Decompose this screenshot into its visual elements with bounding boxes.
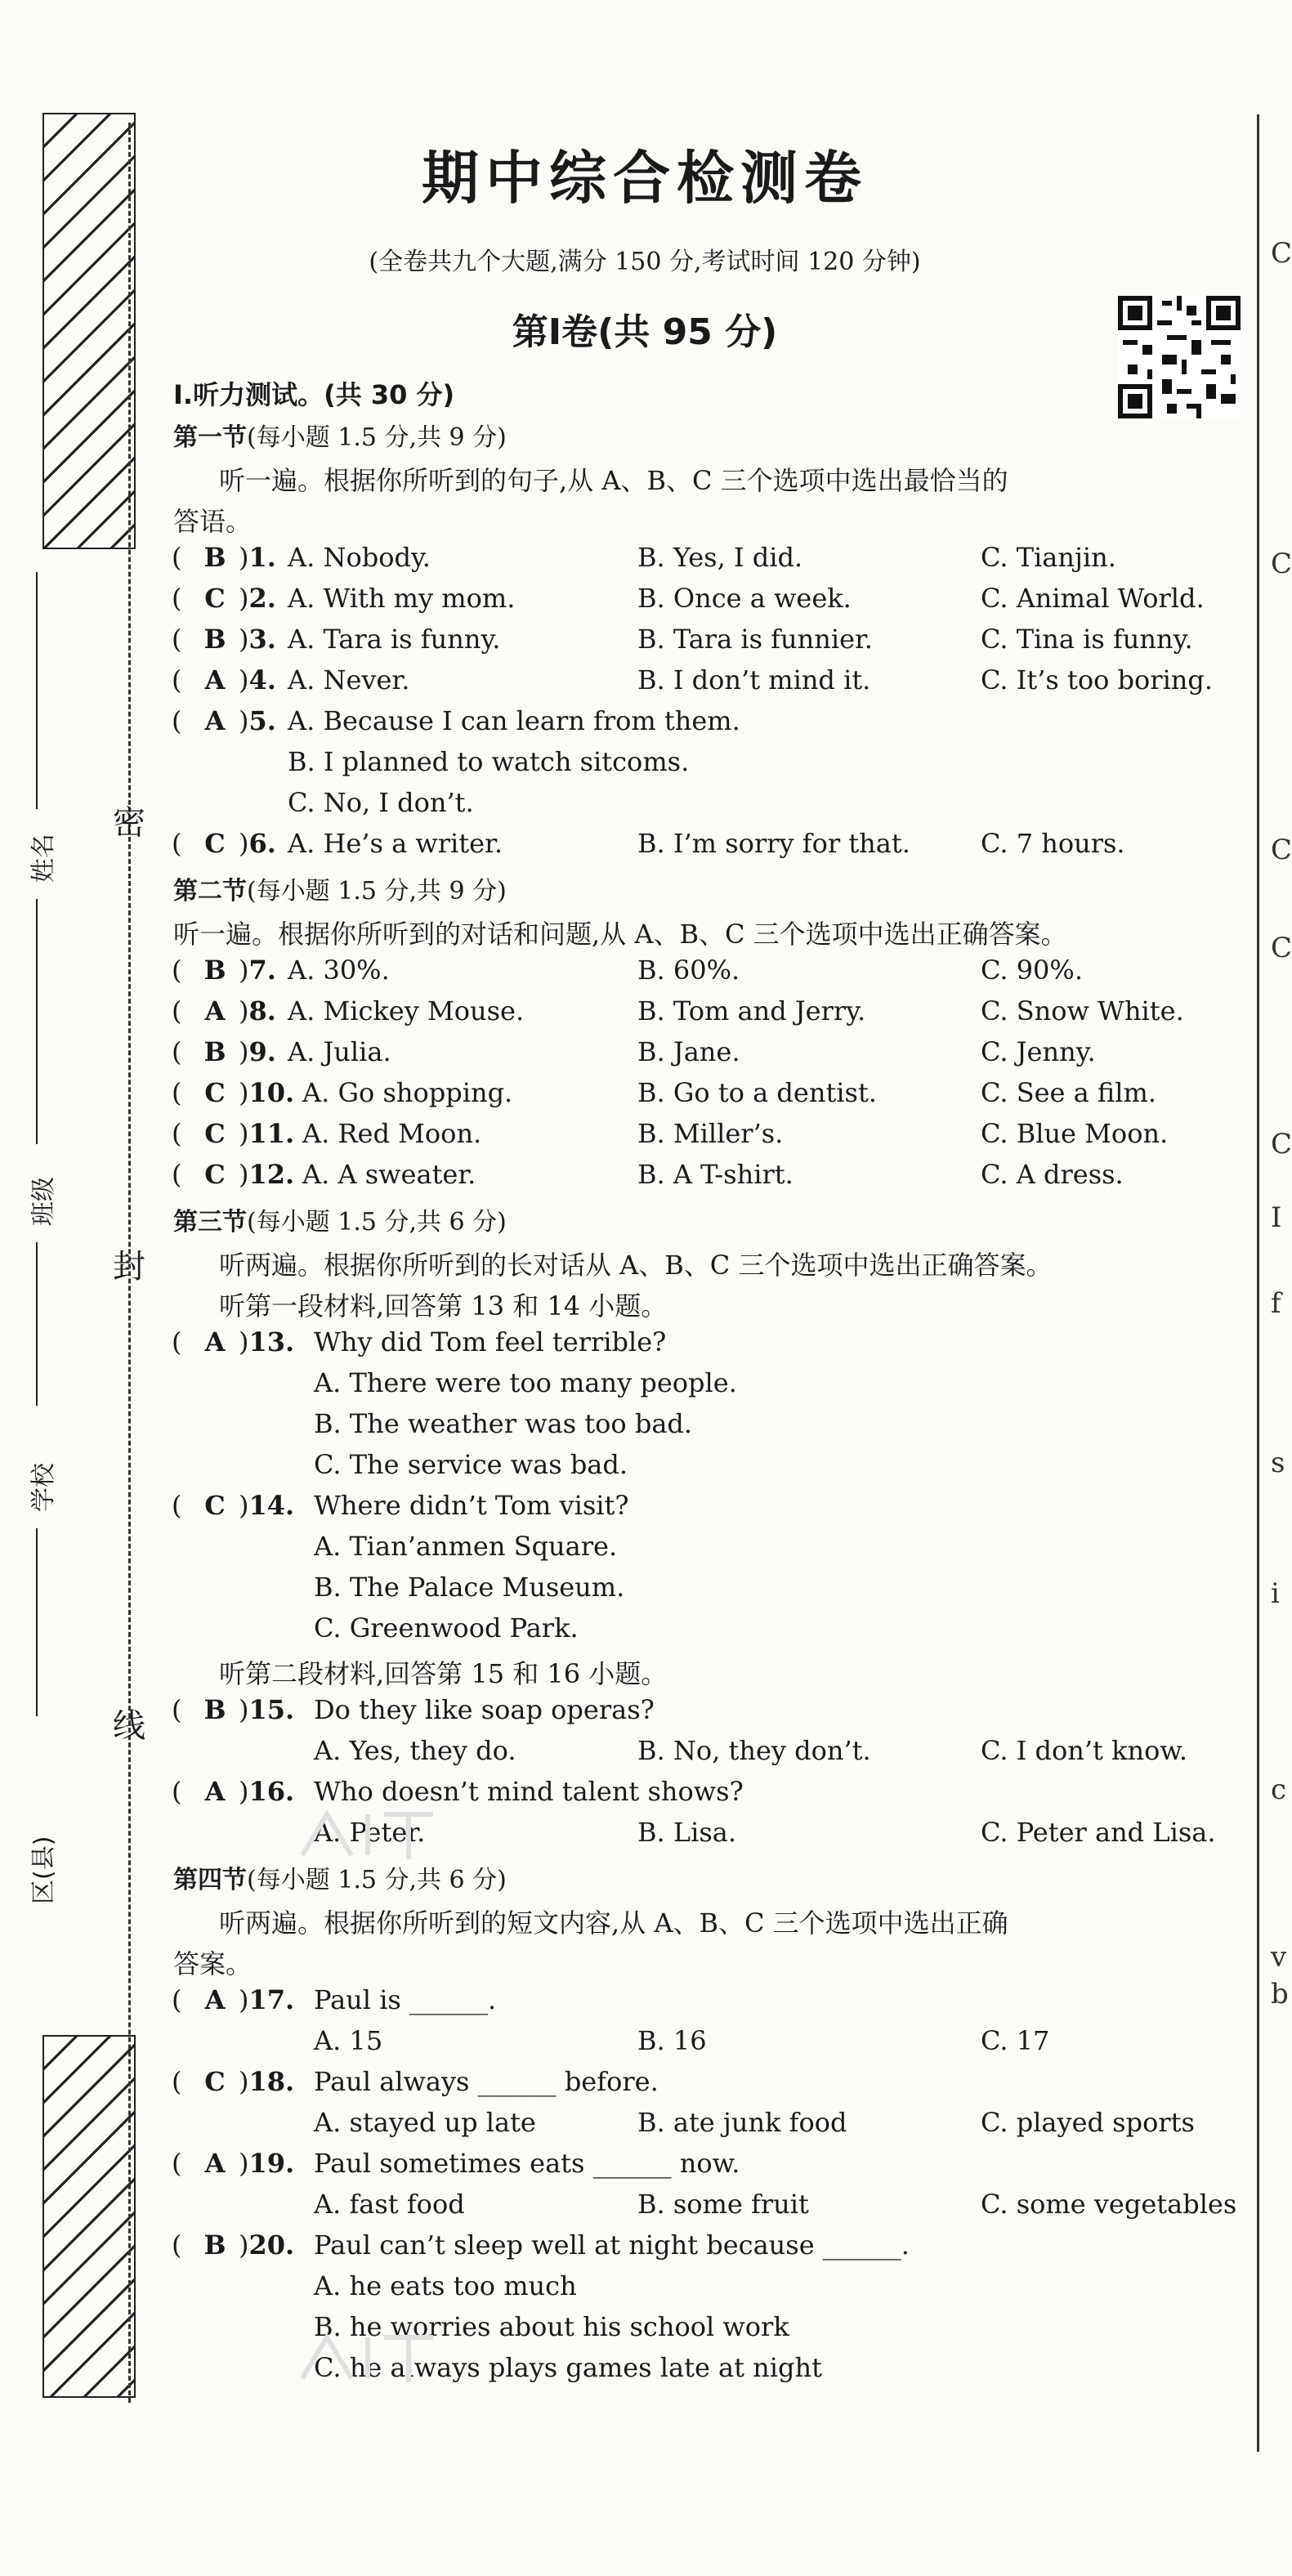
question-row: ( A )16. Who doesn’t mind talent shows? xyxy=(172,1776,744,1807)
option-a: A. He’s a writer. xyxy=(288,828,503,859)
option-c: C. No, I don’t. xyxy=(288,787,474,818)
option-row xyxy=(0,2107,1290,2148)
section-2-score: (每小题 1.5 分,共 9 分) xyxy=(247,877,507,906)
option-c: C. some vegetables xyxy=(981,2189,1237,2220)
question-stem: Who doesn’t mind talent shows? xyxy=(314,1776,744,1807)
edge-glyph: C xyxy=(1271,1128,1292,1161)
question-row: ( B )15. Do they like soap operas? xyxy=(172,1694,655,1725)
option-c: C. I don’t know. xyxy=(981,1735,1188,1766)
option-a: A. stayed up late xyxy=(314,2107,536,2138)
option-a: A. A sweater. xyxy=(302,1159,476,1190)
option-b: B. Jane. xyxy=(637,1036,740,1067)
question-row: ( C )10. A. Go shopping. B. Go to a dentist. C. See a film. xyxy=(172,1077,1156,1108)
section-1-score: (每小题 1.5 分,共 9 分) xyxy=(247,423,507,452)
question-row: ( B )7. A. 30%. B. 60%. C. 90%. xyxy=(172,955,1083,986)
option-b: B. he worries about his school work xyxy=(314,2311,789,2342)
watermark-mark xyxy=(294,1798,441,1872)
question-row: ( C )6. A. He’s a writer. B. I’m sorry for that. C. 7 hours. xyxy=(172,828,1125,859)
option-a: A. Because I can learn from them. xyxy=(288,705,740,736)
option-b: B. The weather was too bad. xyxy=(314,1408,693,1439)
edge-glyph: C xyxy=(1271,548,1292,580)
section-4-instruction: 听两遍。根据你所听到的短文内容,从 A、B、C 三个选项中选出正确 xyxy=(219,1907,1008,1939)
answer-mark: C xyxy=(204,583,226,614)
question-stem: Do they like soap operas? xyxy=(314,1694,655,1725)
question-row: ( A )5. A. Because I can learn from them. xyxy=(172,705,740,736)
option-b: B. Miller’s. xyxy=(637,1118,784,1149)
option-b: B. ate junk food xyxy=(637,2107,847,2138)
question-row: ( C )18. Paul always ______ before. xyxy=(172,2066,659,2097)
section-4-score: (每小题 1.5 分,共 6 分) xyxy=(247,1866,507,1894)
option-c: C. he always plays games late at night xyxy=(314,2352,822,2383)
district-underline xyxy=(36,1528,38,1716)
option-c: C. Blue Moon. xyxy=(981,1118,1169,1149)
section-3-material-2: 听第二段材料,回答第 15 和 16 小题。 xyxy=(219,1658,668,1689)
answer-mark: A xyxy=(204,664,226,695)
option-c: C. Tianjin. xyxy=(981,542,1116,573)
question-row: ( C )11. A. Red Moon. B. Miller’s. C. Blue Moon. xyxy=(172,1118,1169,1149)
question-row: ( B )20. Paul can’t sleep well at night because ______. xyxy=(172,2229,910,2261)
question-row: ( A )13. Why did Tom feel terrible? xyxy=(172,1326,667,1357)
option-b: B. I planned to watch sitcoms. xyxy=(288,746,690,777)
answer-mark: B xyxy=(203,2229,226,2261)
section-2-name: 第二节 xyxy=(173,877,247,906)
option-a: A. With my mom. xyxy=(288,583,516,614)
question-row: ( A )8. A. Mickey Mouse. B. Tom and Jerry. C. Snow White. xyxy=(172,995,1184,1026)
option-b: B. I’m sorry for that. xyxy=(637,828,910,859)
option-b: B. Once a week. xyxy=(637,583,852,614)
option-c: C. 17 xyxy=(981,2025,1050,2056)
question-row: ( A )19. Paul sometimes eats ______ now. xyxy=(172,2148,740,2179)
option-c: C. 90%. xyxy=(981,955,1083,986)
name-label: 姓名 xyxy=(29,834,58,883)
answer-mark: C xyxy=(204,828,226,859)
option-row xyxy=(0,1735,1290,1776)
part-title: 第Ⅰ卷(共 95 分) xyxy=(512,311,778,353)
edge-glyph: f xyxy=(1271,1287,1281,1320)
option-a: A. Mickey Mouse. xyxy=(288,995,525,1026)
answer-mark: A xyxy=(204,2148,226,2179)
answer-mark: C xyxy=(204,1490,226,1521)
option-a: A. Go shopping. xyxy=(302,1077,513,1108)
answer-mark: C xyxy=(204,1118,226,1149)
answer-mark: A xyxy=(204,705,226,736)
edge-glyph: v xyxy=(1271,1941,1287,1974)
option-a: A. 15 xyxy=(314,2025,383,2056)
option-b: B. Yes, I did. xyxy=(637,542,803,573)
section-3-score: (每小题 1.5 分,共 6 分) xyxy=(247,1208,507,1237)
option-b: B. I don’t mind it. xyxy=(637,664,871,695)
answer-mark: B xyxy=(203,624,226,655)
option-a: A. Tara is funny. xyxy=(288,624,501,655)
answer-mark: A xyxy=(204,1326,226,1357)
question-stem: Paul is ______. xyxy=(314,1984,497,2015)
option-c: C. Jenny. xyxy=(981,1036,1096,1067)
section-1-name: 第一节 xyxy=(173,423,247,452)
answer-mark: B xyxy=(203,1694,226,1725)
option-c: C. 7 hours. xyxy=(981,828,1125,859)
option-c: C. Tina is funny. xyxy=(981,624,1193,655)
option-c: C. Greenwood Park. xyxy=(314,1612,579,1644)
option-b: B. Tara is funnier. xyxy=(637,624,873,655)
section-2-instruction: 听一遍。根据你所听到的对话和问题,从 A、B、C 三个选项中选出正确答案。 xyxy=(173,919,1067,950)
edge-glyph: C xyxy=(1271,237,1292,270)
answer-mark: C xyxy=(204,1159,226,1190)
option-a: A. Yes, they do. xyxy=(314,1735,516,1766)
section-1-header xyxy=(173,417,507,453)
option-b: B. No, they don’t. xyxy=(637,1735,871,1766)
answer-mark: A xyxy=(204,1776,226,1807)
school-underline xyxy=(36,1242,38,1406)
option-row xyxy=(0,1817,1290,1858)
section-2-header xyxy=(173,870,507,906)
class-label: 班级 xyxy=(29,1177,58,1226)
option-b: B. Lisa. xyxy=(637,1817,737,1848)
option-a: A. he eats too much xyxy=(314,2270,577,2301)
option-c: C. A dress. xyxy=(981,1159,1124,1190)
question-row: ( C )2. A. With my mom. B. Once a week. C. Animal World. xyxy=(172,583,1205,614)
option-row xyxy=(0,2189,1290,2229)
answer-mark: B xyxy=(203,955,226,986)
section-3-header xyxy=(173,1201,507,1237)
section-3-instruction: 听两遍。根据你所听到的长对话从 A、B、C 三个选项中选出正确答案。 xyxy=(219,1250,1053,1281)
edge-glyph: I xyxy=(1271,1201,1282,1234)
section-4-instruction-cont: 答案。 xyxy=(173,1948,253,1979)
edge-glyph: C xyxy=(1271,932,1292,964)
question-row: ( C )14. Where didn’t Tom visit? xyxy=(172,1490,629,1521)
option-c: C. The service was bad. xyxy=(314,1449,628,1480)
exam-title: 期中综合检测卷 xyxy=(422,145,868,212)
option-a: A. Julia. xyxy=(288,1036,391,1067)
watermark-mark xyxy=(294,2321,441,2395)
option-c: C. Snow White. xyxy=(981,995,1184,1026)
question-stem: Why did Tom feel terrible? xyxy=(314,1326,667,1357)
section-heading-listening: Ⅰ.听力测试。(共 30 分) xyxy=(173,379,455,410)
option-b: B. 60%. xyxy=(637,955,740,986)
question-row: ( A )17. Paul is ______. xyxy=(172,1984,497,2015)
question-row: ( C )12. A. A sweater. B. A T-shirt. C. A dress. xyxy=(172,1159,1124,1190)
option-row xyxy=(0,2025,1290,2066)
option-b: B. Tom and Jerry. xyxy=(637,995,866,1026)
option-c: C. See a film. xyxy=(981,1077,1156,1108)
option-a: A. Red Moon. xyxy=(302,1118,482,1149)
option-b: B. The Palace Museum. xyxy=(314,1572,625,1603)
section-3-name: 第三节 xyxy=(173,1208,247,1237)
edge-glyph: i xyxy=(1271,1577,1280,1610)
section-1-instruction-cont: 答语。 xyxy=(173,506,253,537)
option-b: B. A T-shirt. xyxy=(637,1159,794,1190)
section-3-material-1: 听第一段材料,回答第 13 和 14 小题。 xyxy=(219,1290,668,1322)
school-label: 学校 xyxy=(29,1463,58,1512)
district-label: 区(县) xyxy=(29,1836,58,1904)
option-c: C. Animal World. xyxy=(981,583,1205,614)
option-b: B. Go to a dentist. xyxy=(637,1077,877,1108)
option-c: C. played sports xyxy=(981,2107,1195,2138)
question-stem: Paul always ______ before. xyxy=(314,2066,659,2097)
option-a: A. Never. xyxy=(288,664,410,695)
qr-code xyxy=(1118,296,1241,418)
answer-mark: A xyxy=(204,995,226,1026)
seal-char-mi: 密 xyxy=(113,804,145,842)
edge-glyph: s xyxy=(1271,1447,1285,1479)
option-a: A. Peter. xyxy=(314,1817,426,1848)
option-a: A. Nobody. xyxy=(288,542,431,573)
answer-mark: B xyxy=(203,1036,226,1067)
section-1-instruction: 听一遍。根据你所听到的句子,从 A、B、C 三个选项中选出最恰当的 xyxy=(219,465,1008,496)
question-row: ( B )3. A. Tara is funny. B. Tara is funnier. C. Tina is funny. xyxy=(172,624,1193,655)
option-c: C. Peter and Lisa. xyxy=(981,1817,1216,1848)
option-a: A. Tian’anmen Square. xyxy=(314,1531,618,1562)
option-a: A. There were too many people. xyxy=(314,1367,737,1398)
option-b: B. 16 xyxy=(637,2025,707,2056)
option-a: A. fast food xyxy=(314,2189,465,2220)
edge-glyph: C xyxy=(1271,834,1292,866)
edge-glyph: b xyxy=(1271,1978,1289,2010)
exam-subtitle: (全卷共九个大题,满分 150 分,考试时间 120 分钟) xyxy=(369,248,921,276)
option-c: C. It’s too boring. xyxy=(981,664,1214,695)
question-row: ( B )1. A. Nobody. B. Yes, I did. C. Tianjin. xyxy=(172,542,1116,573)
question-stem: Paul sometimes eats ______ now. xyxy=(314,2148,740,2179)
edge-glyph: c xyxy=(1271,1773,1287,1806)
question-row: ( B )9. A. Julia. B. Jane. C. Jenny. xyxy=(172,1036,1096,1067)
option-a: A. 30%. xyxy=(288,955,390,986)
answer-mark: C xyxy=(204,2066,226,2097)
question-row: ( A )4. A. Never. B. I don’t mind it. C. It’s too boring. xyxy=(172,664,1214,695)
question-stem: Where didn’t Tom visit? xyxy=(314,1490,629,1521)
answer-mark: C xyxy=(204,1077,226,1108)
answer-mark: A xyxy=(204,1984,226,2015)
answer-mark: B xyxy=(203,542,226,573)
seal-char-xian: 线 xyxy=(113,1707,145,1745)
section-4-name: 第四节 xyxy=(173,1866,247,1894)
question-stem: Paul can’t sleep well at night because ______. xyxy=(314,2229,910,2261)
option-b: B. some fruit xyxy=(637,2189,809,2220)
seal-char-feng: 封 xyxy=(113,1248,145,1286)
